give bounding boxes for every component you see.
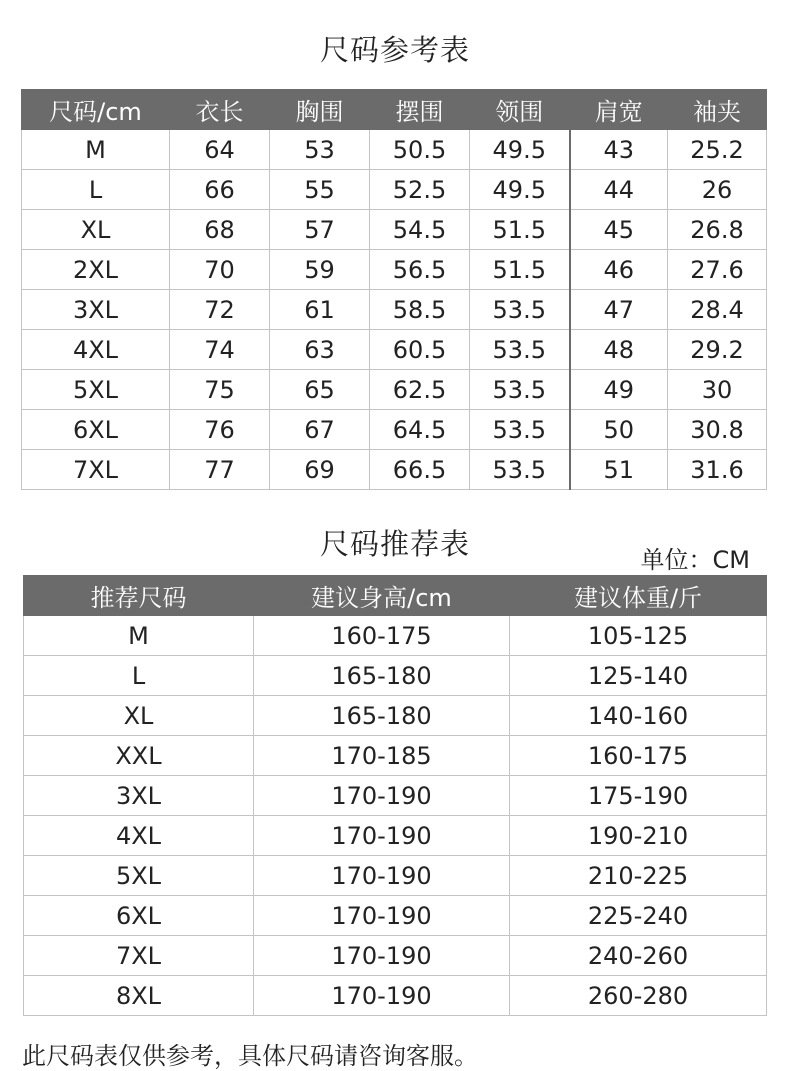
value-cell: 53.5 [470,450,570,490]
value-cell: 47 [570,290,668,330]
value-cell: 61 [270,290,370,330]
value-cell: 53 [270,130,370,170]
size-cell: XL [24,696,254,736]
size-chart-body [22,130,767,490]
header-cell: 袖夹 [668,90,767,130]
header-cell: 尺码/cm [22,90,170,130]
header-cell: 衣长 [170,90,270,130]
value-cell: 57 [270,210,370,250]
size-cell: 8XL [24,976,254,1016]
value-cell: 72 [170,290,270,330]
size-cell: M [22,130,170,170]
header-cell: 胸围 [270,90,370,130]
value-cell: 53.5 [470,410,570,450]
size-cell: L [24,656,254,696]
value-cell: 56.5 [370,250,470,290]
unit-label: 单位：CM [640,546,750,574]
value-cell: 74 [170,330,270,370]
value-cell: 49.5 [470,170,570,210]
value-cell: 66 [170,170,270,210]
value-cell: 190-210 [510,816,767,856]
value-cell: 27.6 [668,250,767,290]
table-row [24,896,767,936]
size-cell: M [24,616,254,656]
value-cell: 240-260 [510,936,767,976]
table-row [22,130,767,170]
header-cell: 建议身高/cm [254,576,510,616]
recommend-chart-table [23,575,767,1016]
value-cell: 52.5 [370,170,470,210]
value-cell: 30 [668,370,767,410]
table-row [22,210,767,250]
table-row [22,290,767,330]
value-cell: 170-190 [254,776,510,816]
value-cell: 165-180 [254,656,510,696]
footer-note: 此尺码表仅供参考，具体尺码请咨询客服。 [22,1042,478,1070]
value-cell: 64 [170,130,270,170]
value-cell: 68 [170,210,270,250]
value-cell: 58.5 [370,290,470,330]
value-cell: 25.2 [668,130,767,170]
table-row [22,250,767,290]
value-cell: 51 [570,450,668,490]
value-cell: 44 [570,170,668,210]
value-cell: 63 [270,330,370,370]
value-cell: 69 [270,450,370,490]
value-cell: 65 [270,370,370,410]
value-cell: 77 [170,450,270,490]
value-cell: 48 [570,330,668,370]
value-cell: 53.5 [470,370,570,410]
table-row [24,736,767,776]
value-cell: 53.5 [470,330,570,370]
value-cell: 67 [270,410,370,450]
value-cell: 70 [170,250,270,290]
header-cell: 肩宽 [570,90,668,130]
value-cell: 160-175 [510,736,767,776]
value-cell: 28.4 [668,290,767,330]
size-chart-title: 尺码参考表 [319,33,470,67]
value-cell: 46 [570,250,668,290]
table-row [22,330,767,370]
recommend-chart-title: 尺码推荐表 [319,527,470,561]
table-row [24,776,767,816]
recommend-chart-body [24,616,767,1016]
size-cell: XL [22,210,170,250]
value-cell: 59 [270,250,370,290]
value-cell: 60.5 [370,330,470,370]
size-cell: 4XL [22,330,170,370]
table-row [24,936,767,976]
size-cell: 4XL [24,816,254,856]
value-cell: 51.5 [470,250,570,290]
size-cell: 6XL [22,410,170,450]
value-cell: 50 [570,410,668,450]
value-cell: 49.5 [470,130,570,170]
value-cell: 31.6 [668,450,767,490]
value-cell: 170-190 [254,976,510,1016]
table-row [22,170,767,210]
value-cell: 225-240 [510,896,767,936]
table-row [24,816,767,856]
value-cell: 165-180 [254,696,510,736]
size-cell: L [22,170,170,210]
size-cell: 5XL [24,856,254,896]
value-cell: 125-140 [510,656,767,696]
size-cell: 7XL [24,936,254,976]
size-cell: XXL [24,736,254,776]
value-cell: 64.5 [370,410,470,450]
size-cell: 6XL [24,896,254,936]
table-row [24,696,767,736]
table-row [22,450,767,490]
size-cell: 3XL [24,776,254,816]
size-chart-table [21,89,767,490]
value-cell: 50.5 [370,130,470,170]
table-row [22,410,767,450]
value-cell: 170-190 [254,856,510,896]
table-row [24,856,767,896]
table-row [24,616,767,656]
header-cell: 推荐尺码 [24,576,254,616]
value-cell: 160-175 [254,616,510,656]
value-cell: 170-190 [254,816,510,856]
value-cell: 26 [668,170,767,210]
value-cell: 170-190 [254,896,510,936]
table-row [22,370,767,410]
value-cell: 45 [570,210,668,250]
header-cell: 建议体重/斤 [510,576,767,616]
header-cell: 领围 [470,90,570,130]
value-cell: 30.8 [668,410,767,450]
value-cell: 49 [570,370,668,410]
value-cell: 76 [170,410,270,450]
size-cell: 2XL [22,250,170,290]
value-cell: 51.5 [470,210,570,250]
size-cell: 5XL [22,370,170,410]
value-cell: 29.2 [668,330,767,370]
value-cell: 43 [570,130,668,170]
value-cell: 26.8 [668,210,767,250]
value-cell: 55 [270,170,370,210]
value-cell: 140-160 [510,696,767,736]
size-chart-header-row [22,90,767,130]
size-cell: 3XL [22,290,170,330]
header-cell: 摆围 [370,90,470,130]
value-cell: 75 [170,370,270,410]
value-cell: 175-190 [510,776,767,816]
table-row [24,656,767,696]
value-cell: 53.5 [470,290,570,330]
value-cell: 66.5 [370,450,470,490]
size-cell: 7XL [22,450,170,490]
value-cell: 62.5 [370,370,470,410]
table-row [24,976,767,1016]
value-cell: 170-185 [254,736,510,776]
value-cell: 54.5 [370,210,470,250]
value-cell: 260-280 [510,976,767,1016]
recommend-chart-header-row [24,576,767,616]
value-cell: 210-225 [510,856,767,896]
value-cell: 170-190 [254,936,510,976]
value-cell: 105-125 [510,616,767,656]
